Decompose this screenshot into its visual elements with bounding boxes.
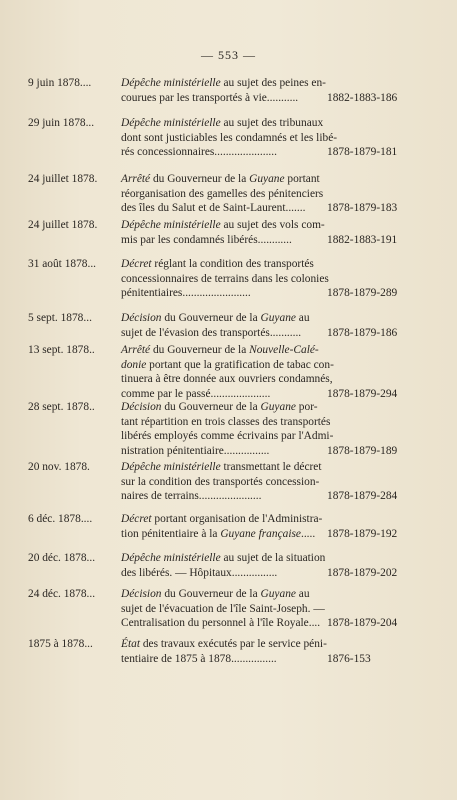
text-run: sujet de l'évacuation de l'île Saint-Joseph. —	[121, 602, 325, 615]
description-line	[121, 76, 326, 91]
entry-date: 6 déc. 1878....	[28, 513, 93, 525]
text-run: libérés employés comme écrivains par l'Admi-	[121, 430, 334, 443]
text-run: des travaux exécutés par le service péni-	[139, 638, 327, 650]
description-line	[121, 116, 324, 131]
entry-date: 20 déc. 1878...	[28, 552, 96, 564]
entry-description	[121, 400, 334, 458]
text-run: du Gouverneur de la	[150, 344, 250, 356]
italic-keyword: Dépêche ministérielle	[121, 219, 221, 231]
text-run: concessionnaires de terrains dans les colonies	[121, 272, 329, 285]
description-line	[121, 201, 321, 216]
italic-keyword: Guyane française	[220, 527, 301, 540]
text-run: au sujet des peines en-	[220, 77, 326, 89]
italic-keyword: Décret	[121, 513, 152, 525]
entry-date: 29 juin 1878...	[28, 117, 95, 129]
description-line	[121, 131, 338, 146]
entry-reference: 1878-1879-289	[327, 287, 398, 300]
text-run: naires de terrains......................	[121, 490, 262, 503]
text-run: au sujet de la situation	[220, 552, 326, 564]
text-run: au	[295, 588, 310, 600]
entry-description	[121, 460, 321, 504]
italic-keyword: Guyane	[260, 588, 296, 600]
text-run: portant que la gratification de tabac con-	[146, 358, 334, 371]
text-run: du Gouverneur de la	[150, 173, 250, 185]
italic-keyword: Guyane	[249, 173, 285, 185]
entry-date: 24 juillet 1878.	[28, 219, 98, 231]
entry-date: 24 déc. 1878...	[28, 588, 96, 600]
italic-keyword: Dépêche ministérielle	[121, 461, 221, 473]
description-line	[121, 272, 329, 287]
entry-reference: 1876-153	[327, 652, 371, 665]
entry-date: 31 août 1878...	[28, 258, 97, 270]
text-run: réglant la condition des transportés	[151, 258, 314, 270]
description-line	[121, 512, 321, 527]
italic-keyword: Décision	[121, 312, 162, 324]
entry-date: 20 nov. 1878.	[28, 461, 90, 473]
entry-reference: 1878-1879-202	[327, 566, 398, 579]
description-line	[121, 326, 321, 341]
text-run: au sujet des tribunaux	[220, 117, 324, 129]
description-line	[121, 460, 321, 475]
text-run: courues par les transportés à vie...........	[121, 91, 299, 104]
text-run: sur la condition des transportés concession-	[121, 475, 320, 488]
italic-keyword: Dépêche ministérielle	[121, 77, 221, 89]
italic-keyword: donie	[121, 358, 147, 371]
entry-reference: 1882-1883-191	[327, 233, 398, 246]
text-run: pénitentiaires........................	[121, 287, 251, 300]
italic-keyword: Arrêté	[121, 344, 151, 356]
description-line	[121, 587, 321, 602]
description-line	[121, 372, 333, 387]
entry-description	[121, 637, 327, 666]
entry-reference: 1878-1879-189	[327, 444, 398, 457]
entry-reference: 1878-1879-204	[327, 617, 398, 630]
text-run: au	[295, 312, 310, 324]
entry-description	[121, 172, 324, 216]
description-line	[121, 91, 321, 106]
description-line	[121, 358, 334, 373]
description-line	[121, 187, 324, 202]
text-run: nistration pénitentiaire................	[121, 444, 270, 457]
text-run: du Gouverneur de la	[161, 401, 261, 413]
italic-keyword: Dépêche ministérielle	[121, 117, 221, 129]
description-line	[121, 233, 321, 248]
entry-reference: 1882-1883-186	[327, 91, 398, 104]
entry-reference: 1878-1879-284	[327, 490, 398, 503]
entry-reference: 1878-1879-186	[327, 326, 398, 339]
text-run: mis par les condamnés libérés............	[121, 233, 292, 246]
description-line	[121, 429, 334, 444]
italic-keyword: Arrêté	[121, 173, 151, 185]
entry-description	[121, 343, 334, 401]
entry-description	[121, 587, 325, 631]
entry-date: 13 sept. 1878..	[28, 344, 95, 356]
entry-description	[121, 116, 338, 160]
description-line	[121, 489, 321, 504]
text-run: portant organisation de l'Administra-	[151, 513, 323, 525]
description-line	[121, 172, 321, 187]
text-run: du Gouverneur de la	[161, 588, 261, 600]
description-line	[121, 616, 321, 631]
entry-date: 1875 à 1878...	[28, 638, 93, 650]
description-line	[121, 145, 321, 160]
entry-reference: 1878-1879-181	[327, 146, 398, 159]
entry-date: 5 sept. 1878...	[28, 312, 92, 324]
italic-keyword: Dépêche ministérielle	[121, 552, 221, 564]
text-run: .....	[300, 527, 316, 540]
text-run: tinuera à être donnée aux ouvriers condamnés,	[121, 373, 333, 386]
description-line	[121, 551, 326, 566]
entry-description	[121, 551, 326, 580]
entry-reference: 1878-1879-183	[327, 202, 398, 215]
text-run: tion pénitentiaire à la	[121, 527, 221, 540]
entry-date: 24 juillet 1878.	[28, 173, 98, 185]
description-line	[121, 566, 321, 581]
text-run: portant	[284, 173, 320, 185]
text-run: des îles du Salut et de Saint-Laurent.......	[121, 202, 306, 215]
text-run: dont sont justiciables les condamnés et les libé-	[121, 131, 338, 144]
description-line	[121, 527, 321, 542]
description-line	[121, 218, 325, 233]
description-line	[121, 311, 321, 326]
description-line	[121, 444, 321, 459]
text-run: sujet de l'évasion des transportés...........	[121, 326, 302, 339]
italic-keyword: Guyane	[260, 312, 296, 324]
italic-keyword: Guyane	[260, 401, 296, 413]
description-line	[121, 343, 321, 358]
description-line	[121, 475, 321, 490]
description-line	[121, 400, 321, 415]
entry-description	[121, 257, 329, 301]
description-line	[121, 602, 325, 617]
entry-description	[121, 311, 321, 340]
italic-keyword: Nouvelle-Calé-	[249, 344, 319, 356]
description-line	[121, 415, 331, 430]
text-run: Centralisation du personnel à l'île Royale....	[121, 617, 321, 630]
italic-keyword: Décision	[121, 588, 162, 600]
description-line	[121, 286, 321, 301]
description-line	[121, 257, 321, 272]
italic-keyword: Décret	[121, 258, 152, 270]
text-run: por-	[295, 401, 318, 413]
text-run: comme par le passé.....................	[121, 387, 271, 400]
entry-description	[121, 76, 326, 105]
text-run: des libérés. — Hôpitaux................	[121, 566, 278, 579]
italic-keyword: Décision	[121, 401, 162, 413]
text-run: réorganisation des gamelles des pénitenciers	[121, 187, 324, 200]
text-run: rés concessionnaires......................	[121, 146, 277, 159]
entry-description	[121, 218, 325, 247]
italic-keyword: État	[121, 638, 140, 650]
text-run: tentiaire de 1875 à 1878................	[121, 652, 277, 665]
entry-reference: 1878-1879-294	[327, 387, 398, 400]
text-run: tant répartition en trois classes des transportés	[121, 415, 331, 428]
text-run: transmettant le décret	[220, 461, 322, 473]
text-run: du Gouverneur de la	[161, 312, 261, 324]
entry-description	[121, 512, 321, 541]
page-number: — 553 —	[201, 48, 256, 62]
description-line	[121, 652, 321, 667]
entry-reference: 1878-1879-192	[327, 527, 398, 540]
entry-date: 28 sept. 1878..	[28, 401, 95, 413]
entry-date: 9 juin 1878....	[28, 77, 92, 89]
description-line	[121, 637, 327, 652]
text-run: au sujet des vols com-	[220, 219, 325, 231]
